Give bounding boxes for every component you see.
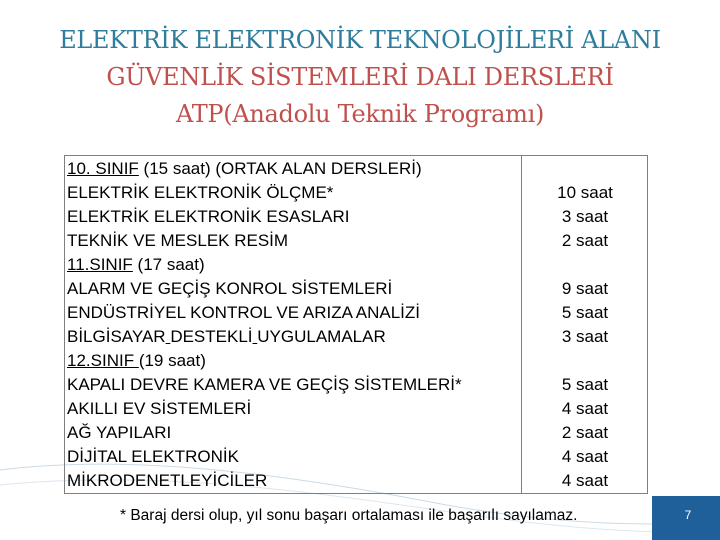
course-name: ALARM VE GEÇİŞ KONROL SİSTEMLERİ (67, 279, 393, 298)
slide-title (0, 22, 720, 133)
table-row (65, 229, 649, 253)
table-row (65, 205, 649, 229)
grade-label: 12.SINIF (67, 351, 139, 370)
grade-row-10 (65, 157, 649, 181)
course-name: ELEKTRİK ELEKTRONİK ESASLARI (67, 207, 350, 226)
grade-hours-label: (15 saat) (ORTAK ALAN DERSLERİ) (138, 159, 422, 178)
course-table (64, 155, 648, 494)
course-hours: 2 saat (561, 423, 609, 442)
page-number: 7 (684, 508, 692, 522)
footnote: * Baraj dersi olup, yıl sonu başarı ortalaması ile başarılı sayılamaz. (120, 507, 578, 524)
course-name: KAPALI DEVRE KAMERA VE GEÇİŞ SİSTEMLERİ* (67, 375, 462, 394)
course-hours: 10 saat (557, 183, 613, 202)
course-hours: 2 saat (561, 231, 609, 250)
table-row (65, 277, 649, 301)
course-name: DİJİTAL ELEKTRONİK (67, 447, 239, 466)
grade-label: 11.SINIF (67, 255, 133, 274)
grade-row-12 (65, 349, 649, 373)
course-hours: 4 saat (561, 471, 609, 490)
grade-hours-label: (17 saat) (132, 255, 205, 274)
title-line-3: ATP(Anadolu Teknik Programı) (175, 100, 545, 128)
grade-hours-label: (19 saat) (138, 351, 206, 370)
course-hours: 5 saat (561, 303, 609, 322)
course-name: ENDÜSTRİYEL KONTROL VE ARIZA ANALİZİ (67, 303, 420, 322)
course-name: ELEKTRİK ELEKTRONİK ÖLÇME* (67, 183, 334, 202)
course-hours: 5 saat (561, 375, 609, 394)
table-row (65, 397, 649, 421)
course-hours: 9 saat (561, 279, 609, 298)
course-name: AKILLI EV SİSTEMLERİ (67, 399, 252, 418)
course-name: AĞ YAPILARI (67, 423, 172, 442)
table-row (65, 373, 649, 397)
grade-label: 10. SINIF (67, 159, 139, 178)
table-row (65, 469, 649, 493)
title-line-1: ELEKTRİK ELEKTRONİK TEKNOLOJİLERİ ALANI (59, 26, 661, 54)
table-row (65, 181, 649, 205)
title-line-2: GÜVENLİK SİSTEMLERİ DALI DERSLERİ (106, 63, 614, 91)
course-name: MİKRODENETLEYİCİLER (67, 471, 268, 490)
course-name: TEKNİK VE MESLEK RESİM (67, 231, 289, 250)
course-hours: 3 saat (561, 207, 609, 226)
table-row (65, 301, 649, 325)
course-hours: 4 saat (561, 399, 609, 418)
table-row (65, 421, 649, 445)
table-row (65, 325, 649, 349)
course-hours: 3 saat (561, 327, 609, 346)
table-row (65, 445, 649, 469)
grade-row-11 (65, 253, 649, 277)
course-name: BİLGİSAYAR DESTEKLİ UYGULAMALAR (67, 327, 386, 346)
course-hours: 4 saat (561, 447, 609, 466)
